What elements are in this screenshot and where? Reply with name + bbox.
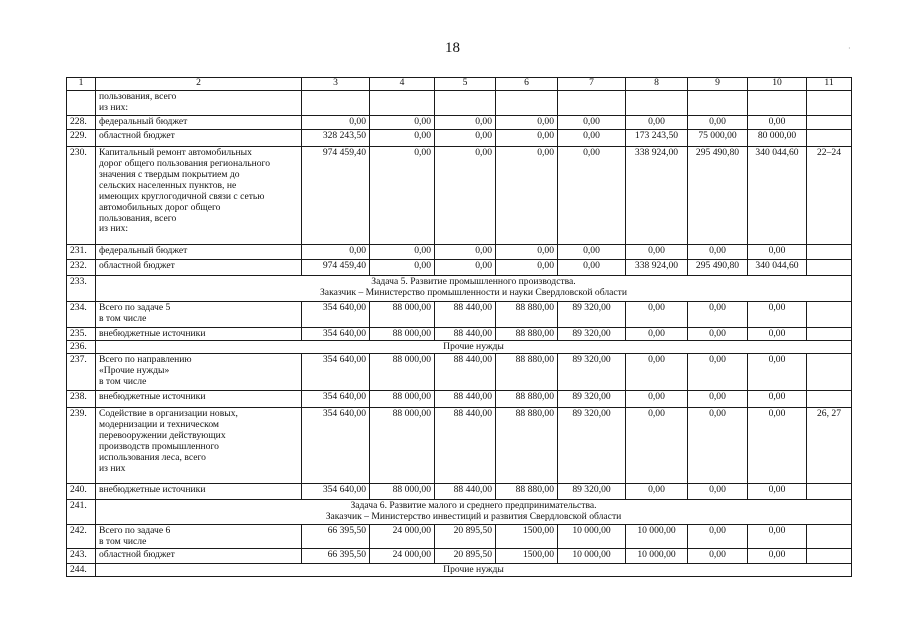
- row-number: 234.: [67, 302, 96, 328]
- value-cell: 0,00: [626, 302, 688, 328]
- value-cell: 88 000,00: [370, 353, 435, 390]
- value-cell: 1500,00: [496, 548, 558, 563]
- value-cell: 0,00: [626, 390, 688, 407]
- reference-cell: 22–24: [807, 147, 852, 245]
- value-cell: 0,00: [558, 245, 626, 260]
- value-cell: 88 440,00: [435, 302, 496, 328]
- value-cell: 88 000,00: [370, 302, 435, 328]
- value-cell: 89 320,00: [558, 483, 626, 499]
- row-label: пользования, всего из них:: [96, 91, 302, 116]
- value-cell: 88 000,00: [370, 407, 435, 483]
- section-heading: Прочие нужды: [96, 341, 852, 354]
- value-cell: 0,00: [626, 245, 688, 260]
- row-number: 232.: [67, 260, 96, 276]
- value-cell: 0,00: [558, 130, 626, 147]
- value-cell: 66 395,50: [302, 548, 370, 563]
- value-cell: 0,00: [496, 245, 558, 260]
- value-cell: 0,00: [688, 548, 748, 563]
- row-number: [67, 91, 96, 116]
- value-cell: 0,00: [748, 524, 807, 548]
- row-number: 242.: [67, 524, 96, 548]
- value-cell: 0,00: [626, 407, 688, 483]
- header-cell: 7: [558, 78, 626, 91]
- row-label: федеральный бюджет: [96, 116, 302, 130]
- table-row: [67, 260, 852, 276]
- value-cell: 0,00: [370, 116, 435, 130]
- table-row: [67, 116, 852, 130]
- row-number: 228.: [67, 116, 96, 130]
- header-cell: 5: [435, 78, 496, 91]
- table-row: [67, 524, 852, 548]
- reference-cell: [807, 483, 852, 499]
- value-cell: 88 440,00: [435, 328, 496, 341]
- value-cell: 173 243,50: [626, 130, 688, 147]
- value-cell: 88 880,00: [496, 407, 558, 483]
- value-cell: 88 440,00: [435, 483, 496, 499]
- value-cell: 89 320,00: [558, 302, 626, 328]
- section-heading: Задача 6. Развитие малого и среднего предпринимательства. Заказчик – Министерство инвестиций и развития Свердловской области: [96, 499, 852, 524]
- row-number: 239.: [67, 407, 96, 483]
- value-cell: 0,00: [626, 353, 688, 390]
- value-cell: 20 895,50: [435, 524, 496, 548]
- table-row: [67, 130, 852, 147]
- row-label: федеральный бюджет: [96, 245, 302, 260]
- value-cell: 88 880,00: [496, 328, 558, 341]
- value-cell: 0,00: [688, 524, 748, 548]
- value-cell: 0,00: [370, 147, 435, 245]
- row-number: 238.: [67, 390, 96, 407]
- table-row: [67, 302, 852, 328]
- row-number: 235.: [67, 328, 96, 341]
- value-cell: 66 395,50: [302, 524, 370, 548]
- value-cell: 354 640,00: [302, 483, 370, 499]
- value-cell: 0,00: [748, 302, 807, 328]
- table-row: [67, 390, 852, 407]
- value-cell: 0,00: [558, 147, 626, 245]
- page-number: 18: [445, 40, 460, 56]
- value-cell: [370, 91, 435, 116]
- value-cell: 0,00: [370, 245, 435, 260]
- value-cell: 88 000,00: [370, 328, 435, 341]
- row-number: 240.: [67, 483, 96, 499]
- value-cell: 89 320,00: [558, 407, 626, 483]
- table-row: [67, 147, 852, 245]
- table-row: [67, 341, 852, 354]
- value-cell: 0,00: [496, 116, 558, 130]
- table-row: [67, 548, 852, 563]
- value-cell: 0,00: [496, 130, 558, 147]
- row-label: областной бюджет: [96, 260, 302, 276]
- value-cell: 0,00: [626, 116, 688, 130]
- row-number: 244.: [67, 563, 96, 576]
- row-number: 243.: [67, 548, 96, 563]
- value-cell: 0,00: [435, 130, 496, 147]
- reference-cell: [807, 245, 852, 260]
- value-cell: 0,00: [435, 260, 496, 276]
- value-cell: 340 044,60: [748, 147, 807, 245]
- value-cell: 295 490,80: [688, 260, 748, 276]
- value-cell: 88 440,00: [435, 390, 496, 407]
- reference-cell: [807, 353, 852, 390]
- value-cell: 0,00: [302, 245, 370, 260]
- value-cell: 0,00: [626, 483, 688, 499]
- row-label: областной бюджет: [96, 548, 302, 563]
- reference-cell: [807, 302, 852, 328]
- header-cell: 10: [748, 78, 807, 91]
- value-cell: 0,00: [688, 245, 748, 260]
- margin-mark: ·: [848, 44, 851, 53]
- value-cell: 354 640,00: [302, 353, 370, 390]
- row-label: Капитальный ремонт автомобильных дорог общего пользования регионального значения с твердым покрытием до сельских населенных пунктов, не имеющих круглогодичной связи с сетью автомобильных дорог общего пользования, всего из них:: [96, 147, 302, 245]
- value-cell: 88 880,00: [496, 483, 558, 499]
- value-cell: 0,00: [748, 483, 807, 499]
- value-cell: 0,00: [748, 407, 807, 483]
- value-cell: 0,00: [748, 245, 807, 260]
- value-cell: 0,00: [435, 116, 496, 130]
- value-cell: 0,00: [496, 260, 558, 276]
- value-cell: 0,00: [435, 245, 496, 260]
- value-cell: 0,00: [370, 130, 435, 147]
- table-row: [67, 353, 852, 390]
- value-cell: 10 000,00: [626, 524, 688, 548]
- reference-cell: 26, 27: [807, 407, 852, 483]
- value-cell: 88 000,00: [370, 483, 435, 499]
- budget-table: [66, 77, 852, 577]
- header-cell: 4: [370, 78, 435, 91]
- value-cell: [496, 91, 558, 116]
- row-number: 231.: [67, 245, 96, 260]
- reference-cell: [807, 260, 852, 276]
- reference-cell: [807, 524, 852, 548]
- value-cell: 328 243,50: [302, 130, 370, 147]
- value-cell: 354 640,00: [302, 328, 370, 341]
- value-cell: 88 880,00: [496, 302, 558, 328]
- row-number: 233.: [67, 276, 96, 302]
- value-cell: 354 640,00: [302, 302, 370, 328]
- value-cell: 354 640,00: [302, 407, 370, 483]
- value-cell: 338 924,00: [626, 147, 688, 245]
- row-number: 237.: [67, 353, 96, 390]
- table-row: [67, 407, 852, 483]
- value-cell: 89 320,00: [558, 353, 626, 390]
- header-cell: 11: [807, 78, 852, 91]
- value-cell: 20 895,50: [435, 548, 496, 563]
- value-cell: 295 490,80: [688, 147, 748, 245]
- table-row: [67, 483, 852, 499]
- value-cell: 75 000,00: [688, 130, 748, 147]
- value-cell: 88 880,00: [496, 390, 558, 407]
- table-row: [67, 91, 852, 116]
- value-cell: 338 924,00: [626, 260, 688, 276]
- value-cell: [302, 91, 370, 116]
- value-cell: 0,00: [748, 328, 807, 341]
- row-number: 241.: [67, 499, 96, 524]
- value-cell: [435, 91, 496, 116]
- table-header-row: [67, 78, 852, 91]
- value-cell: 89 320,00: [558, 390, 626, 407]
- value-cell: [558, 91, 626, 116]
- value-cell: 0,00: [688, 302, 748, 328]
- header-cell: 8: [626, 78, 688, 91]
- value-cell: 88 440,00: [435, 407, 496, 483]
- row-number: 236.: [67, 341, 96, 354]
- value-cell: 0,00: [748, 390, 807, 407]
- value-cell: 0,00: [496, 147, 558, 245]
- header-cell: 9: [688, 78, 748, 91]
- value-cell: 0,00: [688, 390, 748, 407]
- section-heading: Прочие нужды: [96, 563, 852, 576]
- value-cell: 0,00: [688, 483, 748, 499]
- value-cell: 80 000,00: [748, 130, 807, 147]
- value-cell: 354 640,00: [302, 390, 370, 407]
- value-cell: 974 459,40: [302, 147, 370, 245]
- value-cell: [748, 91, 807, 116]
- reference-cell: [807, 91, 852, 116]
- value-cell: 0,00: [558, 116, 626, 130]
- header-cell: 2: [96, 78, 302, 91]
- value-cell: [626, 91, 688, 116]
- value-cell: 24 000,00: [370, 548, 435, 563]
- value-cell: 0,00: [435, 147, 496, 245]
- value-cell: 1500,00: [496, 524, 558, 548]
- row-label: областной бюджет: [96, 130, 302, 147]
- value-cell: 0,00: [748, 116, 807, 130]
- table-row: [67, 328, 852, 341]
- value-cell: 0,00: [626, 328, 688, 341]
- value-cell: 10 000,00: [626, 548, 688, 563]
- value-cell: 10 000,00: [558, 548, 626, 563]
- row-label: внебюджетные источники: [96, 328, 302, 341]
- table-row: [67, 276, 852, 302]
- value-cell: 24 000,00: [370, 524, 435, 548]
- value-cell: 974 459,40: [302, 260, 370, 276]
- value-cell: 0,00: [302, 116, 370, 130]
- table-row: [67, 563, 852, 576]
- row-label: внебюджетные источники: [96, 390, 302, 407]
- header-cell: 3: [302, 78, 370, 91]
- value-cell: 0,00: [688, 407, 748, 483]
- value-cell: 0,00: [688, 116, 748, 130]
- value-cell: 0,00: [688, 328, 748, 341]
- row-number: 230.: [67, 147, 96, 245]
- value-cell: 0,00: [688, 353, 748, 390]
- section-heading: Задача 5. Развитие промышленного производства. Заказчик – Министерство промышленности и науки Свердловской области: [96, 276, 852, 302]
- reference-cell: [807, 116, 852, 130]
- value-cell: 0,00: [748, 353, 807, 390]
- value-cell: 0,00: [748, 548, 807, 563]
- value-cell: 88 000,00: [370, 390, 435, 407]
- reference-cell: [807, 548, 852, 563]
- row-label: Всего по направлению «Прочие нужды» в том числе: [96, 353, 302, 390]
- table-row: [67, 245, 852, 260]
- reference-cell: [807, 328, 852, 341]
- row-label: Всего по задаче 5 в том числе: [96, 302, 302, 328]
- header-cell: 6: [496, 78, 558, 91]
- value-cell: [688, 91, 748, 116]
- row-label: Содействие в организации новых, модернизации и техническом перевооружении действующих производств промышленного использования леса, всего из них: [96, 407, 302, 483]
- value-cell: 10 000,00: [558, 524, 626, 548]
- header-cell: 1: [67, 78, 96, 91]
- value-cell: 340 044,60: [748, 260, 807, 276]
- value-cell: 88 880,00: [496, 353, 558, 390]
- row-number: 229.: [67, 130, 96, 147]
- value-cell: 88 440,00: [435, 353, 496, 390]
- reference-cell: [807, 390, 852, 407]
- value-cell: 0,00: [558, 260, 626, 276]
- reference-cell: [807, 130, 852, 147]
- value-cell: 0,00: [370, 260, 435, 276]
- value-cell: 89 320,00: [558, 328, 626, 341]
- table-row: [67, 499, 852, 524]
- row-label: Всего по задаче 6 в том числе: [96, 524, 302, 548]
- row-label: внебюджетные источники: [96, 483, 302, 499]
